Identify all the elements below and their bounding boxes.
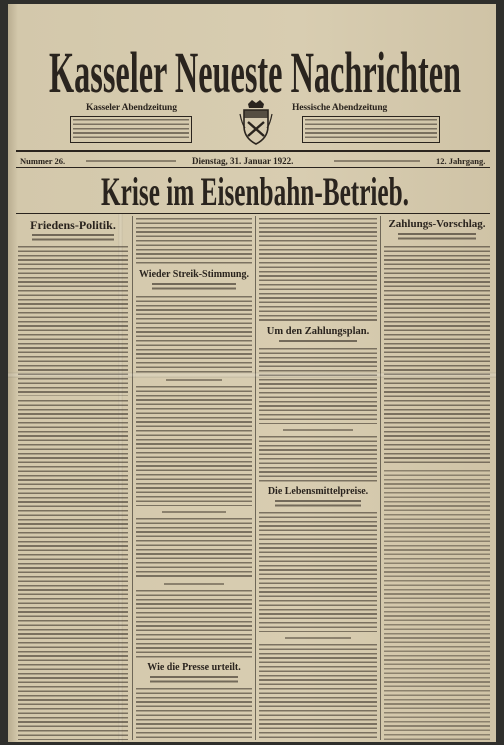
column-2 [136, 216, 252, 740]
fold-crease-horizontal [8, 372, 496, 378]
section-break [283, 429, 353, 431]
rule-headline [16, 213, 490, 214]
text-block [259, 436, 377, 482]
text-block [136, 296, 252, 374]
section-break [166, 379, 222, 381]
masthead-box-right [302, 116, 440, 143]
column-1 [18, 216, 128, 740]
masthead-box-left [70, 116, 192, 143]
text-block [259, 348, 377, 424]
section-break [164, 583, 224, 585]
column-rule [380, 216, 381, 740]
text-block [136, 218, 252, 266]
text-block [384, 470, 490, 740]
text-block [136, 518, 252, 578]
article-heading: Wie die Presse urteilt. [147, 662, 241, 673]
issue-number: Nummer 26. [20, 156, 66, 166]
article-heading: Die Lebensmittelpreise. [267, 486, 369, 497]
article-subheading [150, 676, 238, 684]
masthead-subtitle-left: Kasseler Abendzeitung [86, 103, 177, 113]
text-block [136, 590, 252, 658]
masthead-subtitle-right: Hessische Abendzeitung [292, 103, 388, 113]
text-block [259, 512, 377, 632]
text-block [259, 644, 377, 740]
volume-year: 12. Jahrgang. [436, 156, 486, 166]
text-block [384, 246, 490, 466]
price-note-left [86, 160, 176, 162]
article-subheading [398, 233, 476, 241]
column-rule [255, 216, 256, 740]
coat-of-arms-icon [239, 98, 273, 146]
text-block [136, 688, 252, 740]
masthead [40, 40, 470, 104]
article-subheading [32, 234, 114, 242]
masthead-title: Kasseler Neueste Nachrichten [49, 40, 461, 104]
article-heading: Wieder Streik-Stimmung. [138, 269, 249, 280]
section-break [162, 511, 226, 513]
text-block [136, 386, 252, 506]
rule-bottom [16, 167, 490, 168]
issue-date: Dienstag, 31. Januar 1922. [192, 156, 294, 166]
column-4 [384, 216, 490, 740]
column-3 [259, 216, 377, 740]
newspaper-page [8, 4, 496, 742]
article-subheading [275, 500, 361, 508]
text-block [18, 400, 128, 740]
article-heading: Um den Zahlungsplan. [266, 326, 370, 337]
section-break [285, 637, 351, 639]
column-rule [132, 216, 133, 740]
article-subheading [279, 340, 357, 344]
article-heading: Zahlungs-Vorschlag. [388, 218, 486, 230]
price-note-right [334, 160, 420, 162]
article-subheading [152, 283, 236, 291]
main-headline [96, 169, 416, 213]
text-block [259, 218, 377, 322]
article-heading: Friedens-Politik. [30, 218, 116, 232]
headline-text: Krise im Eisenbahn-Betrieb. [101, 169, 409, 213]
rule-top [16, 150, 490, 152]
